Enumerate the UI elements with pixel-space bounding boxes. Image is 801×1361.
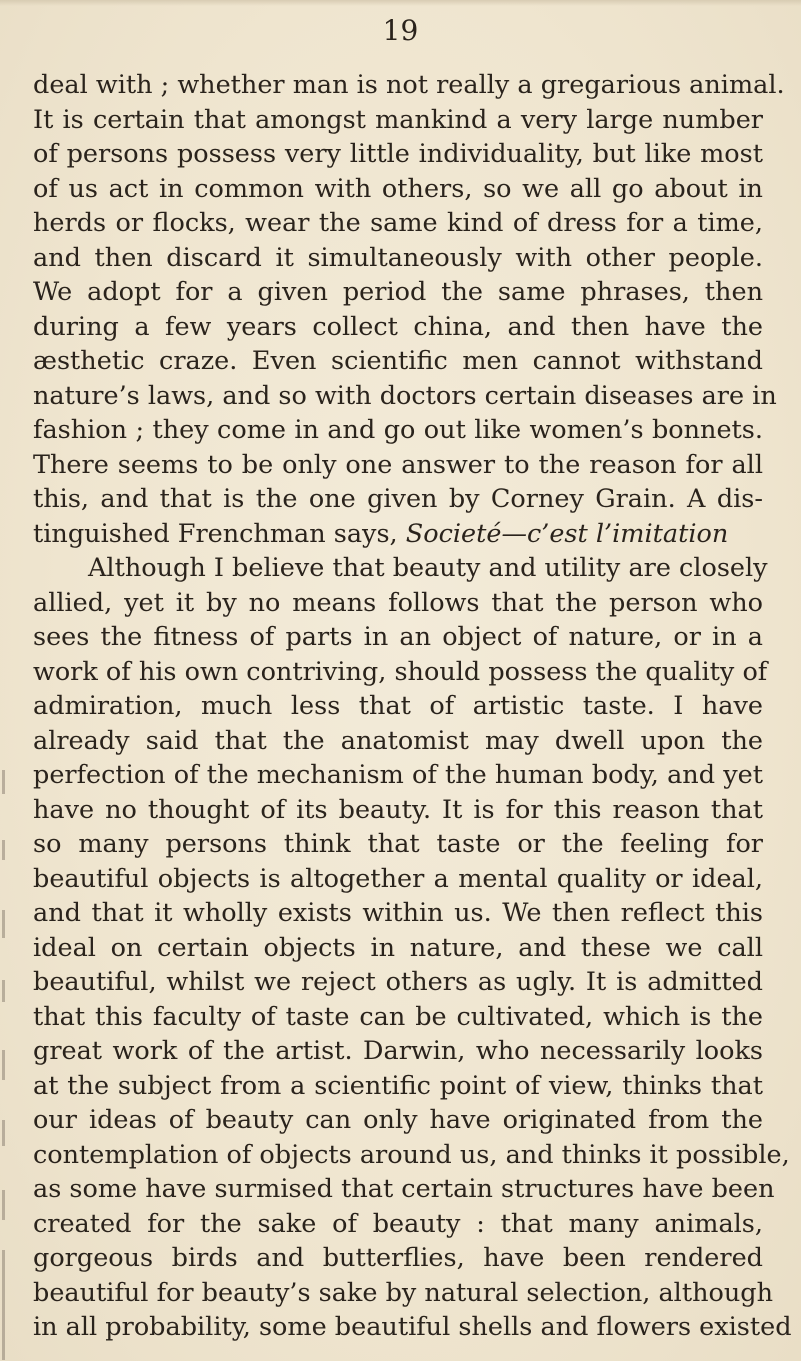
- text-line: admiration, much less that of artistic taste. I have: [33, 691, 763, 721]
- text-line: fashion ; they come in and go out like women’s bonnets.: [33, 415, 763, 445]
- text-line: æsthetic craze. Even scientific men cannot withstand: [33, 346, 763, 376]
- text-line: herds or flocks, wear the same kind of dress for a time,: [33, 208, 763, 238]
- margin-mark: [2, 1190, 5, 1220]
- text-line: great work of the artist. Darwin, who necessarily looks: [33, 1036, 763, 1066]
- margin-mark: [2, 1120, 5, 1146]
- text-line: during a few years collect china, and then have the: [33, 311, 763, 342]
- margin-mark: [2, 980, 5, 1002]
- text-line: our ideas of beauty can only have originated from the: [33, 1105, 763, 1135]
- text-line: at the subject from a scientific point of view, thinks that: [33, 1070, 763, 1101]
- text-line: created for the sake of beauty : that many animals,: [33, 1208, 763, 1239]
- text-line: There seems to be only one answer to the reason for all: [33, 449, 763, 480]
- text-line: gorgeous birds and butterflies, have been rendered: [33, 1243, 763, 1273]
- text-line: sees the fitness of parts in an object of nature, or in a: [33, 622, 763, 652]
- text-line: so many persons think that taste or the feeling for: [33, 829, 763, 859]
- margin-mark: [2, 1250, 5, 1360]
- text-line: of us act in common with others, so we all go about in: [33, 173, 763, 204]
- page-top-edge: [0, 0, 801, 6]
- text-line: ideal on certain objects in nature, and these we call: [33, 932, 763, 963]
- page-number: 19: [382, 14, 419, 47]
- text-line: and then discard it simultaneously with other people.: [33, 242, 763, 273]
- text-line: already said that the anatomist may dwell upon the: [33, 725, 763, 756]
- text-line: work of his own contriving, should possess the quality of: [33, 656, 768, 687]
- text-line: Although I believe that beauty and utility are closely: [88, 553, 768, 583]
- text-line: of persons possess very little individuality, but like most: [33, 139, 763, 169]
- french-quote: Societé—c’est l’imitation: [405, 518, 729, 549]
- text-line: this, and that is the one given by Corney Grain. A dis-: [33, 484, 763, 514]
- text-line: contemplation of objects around us, and thinks it possible,: [33, 1139, 790, 1170]
- text-line: and that it wholly exists within us. We then reflect this: [33, 898, 763, 928]
- text-line: beautiful for beauty’s sake by natural selection, although: [33, 1277, 774, 1308]
- text-line: nature’s laws, and so with doctors certain diseases are in: [33, 380, 777, 411]
- margin-mark: [2, 840, 5, 860]
- text-line: It is certain that amongst mankind a very large number: [33, 104, 763, 135]
- margin-mark: [2, 1050, 5, 1080]
- binding-shadow: [0, 770, 30, 1361]
- text-line: perfection of the mechanism of the human body, and yet: [33, 760, 763, 790]
- text-line: We adopt for a given period the same phrases, then: [33, 277, 763, 307]
- margin-mark: [2, 910, 5, 938]
- text-line: beautiful, whilst we reject others as ugly. It is admitted: [33, 967, 763, 997]
- text-line: beautiful objects is altogether a mental quality or ideal,: [33, 863, 763, 894]
- text-line: have no thought of its beauty. It is for this reason that: [33, 794, 763, 825]
- text-line-with-quote: [33, 519, 763, 549]
- text-segment: tinguished Frenchman says,: [33, 518, 406, 549]
- margin-mark: [2, 770, 5, 794]
- text-line: deal with ; whether man is not really a gregarious animal.: [33, 70, 785, 100]
- text-line: allied, yet it by no means follows that the person who: [33, 587, 763, 618]
- text-line: as some have surmised that certain structures have been: [33, 1174, 775, 1204]
- text-line: that this faculty of taste can be cultivated, which is the: [33, 1001, 763, 1032]
- text-line: in all probability, some beautiful shells and flowers existed: [33, 1312, 792, 1342]
